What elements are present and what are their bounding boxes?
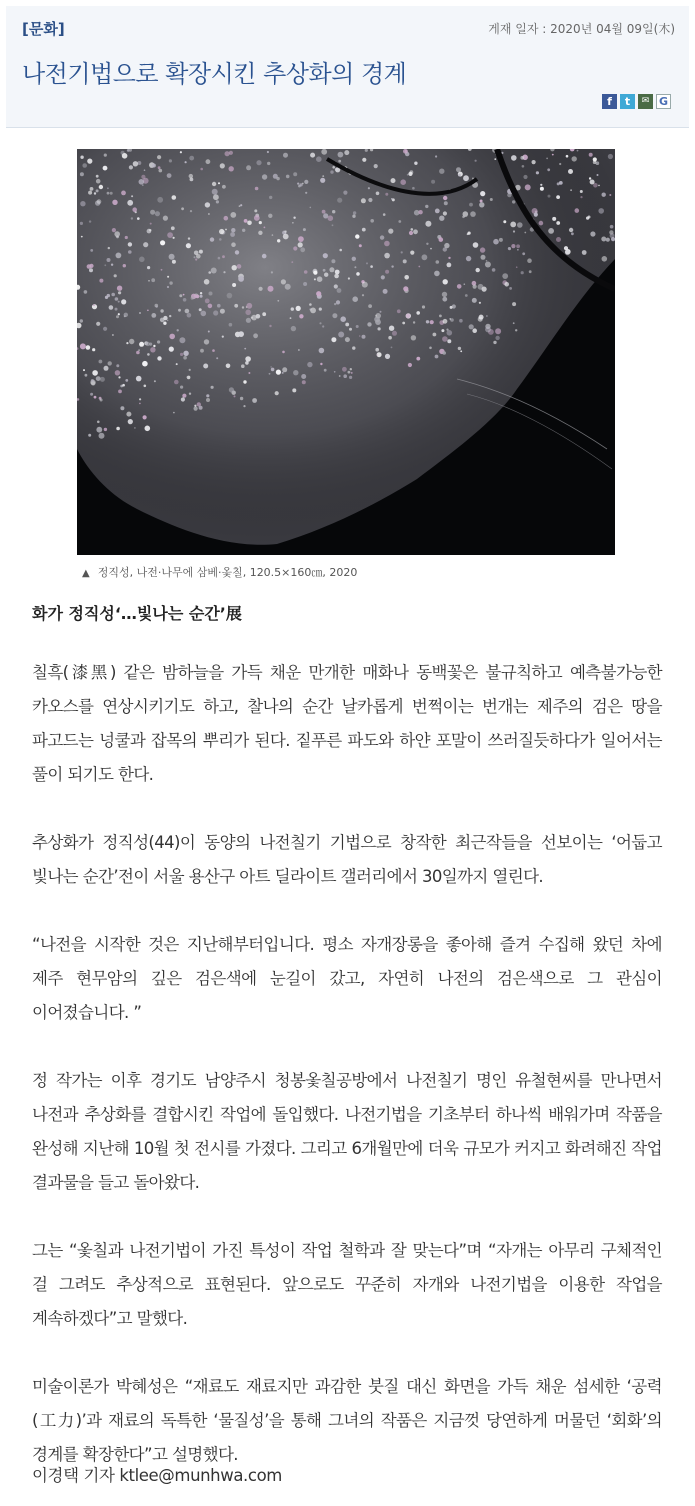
paragraph: 미술이론가 박혜성은 “재료도 재료지만 과감한 붓질 대신 화면을 가득 채운 섬세한 ‘공력(工力)’과 재료의 독특한 ‘물질성’을 통해 그녀의 작품은 지금껏 당연하게 머물던 ‘회화’의 경계를 확장한다”고 설명했다.	[32, 1377, 662, 1464]
triangle-icon: ▲	[82, 568, 90, 579]
article-title: 나전기법으로 확장시킨 추상화의 경계	[22, 60, 407, 88]
facebook-icon[interactable]: f	[602, 94, 617, 109]
article-header	[6, 6, 689, 128]
mail-icon[interactable]: ✉	[638, 94, 653, 109]
section-label[interactable]: [문화]	[22, 20, 65, 38]
paragraph: 추상화가 정직성(44)이 동양의 나전칠기 기법으로 창작한 최근작들을 선보이는 ‘어둡고 빛나는 순간’전이 서울 용산구 아트 딜라이트 갤러리에서 30일까지 열린다.	[32, 833, 662, 886]
paragraph: 정 작가는 이후 경기도 남양주시 청봉옻칠공방에서 나전칠기 명인 유철현씨를 만나면서 나전과 추상화를 결합시킨 작업에 돌입했다. 나전기법을 기초부터 하나씩 배워가며 작품을 완성해 지난해 10월 첫 전시를 가졌다. 그리고 6개월만에 더욱 규모가 커지고 화려해진 작업 결과물을 들고 돌아왔다.	[32, 1071, 662, 1192]
twitter-icon[interactable]: t	[620, 94, 635, 109]
caption-text: 정직성, 나전·나무에 삼베·옻칠, 120.5×160㎝, 2020	[97, 566, 358, 579]
paragraph: 칠흑(漆黑) 같은 밤하늘을 가득 채운 만개한 매화나 동백꽃은 불규칙하고 예측불가능한 카오스를 연상시키기도 하고, 찰나의 순간 날카롭게 번쩍이는 번개는 제주의 검은 땅을 파고드는 넝쿨과 잡목의 뿌리가 된다. 짙푸른 파도와 하얀 포말이 쓰러질듯하다가 일어서는 풀이 되기도 한다.	[32, 663, 662, 784]
google-icon[interactable]: G	[656, 94, 671, 109]
share-bar	[602, 94, 671, 109]
paragraph: “나전을 시작한 것은 지난해부터입니다. 평소 자개장롱을 좋아해 즐겨 수집해 왔던 차에 제주 현무암의 깊은 검은색에 눈길이 갔고, 자연히 나전의 검은색으로 그 관심이 이어졌습니다. ”	[32, 935, 662, 1022]
publish-date: 게재 일자 : 2020년 04월 09일(木)	[488, 22, 675, 36]
photo-caption	[82, 564, 357, 580]
byline: 이경택 기자 ktlee@munhwa.com	[32, 1466, 282, 1485]
paragraph: 그는 “옻칠과 나전기법이 가진 특성이 작업 철학과 잘 맞는다”며 “자개는 아무리 구체적인 걸 그려도 추상적으로 표현된다. 앞으로도 꾸준히 자개와 나전기법을 이용한 작업을 계속하겠다”고 말했다.	[32, 1241, 662, 1328]
artwork-photo	[77, 149, 615, 555]
article-body	[32, 656, 662, 1506]
article-subtitle: 화가 정직성‘…빛나는 순간’展	[32, 604, 242, 623]
artwork-image	[77, 149, 615, 555]
